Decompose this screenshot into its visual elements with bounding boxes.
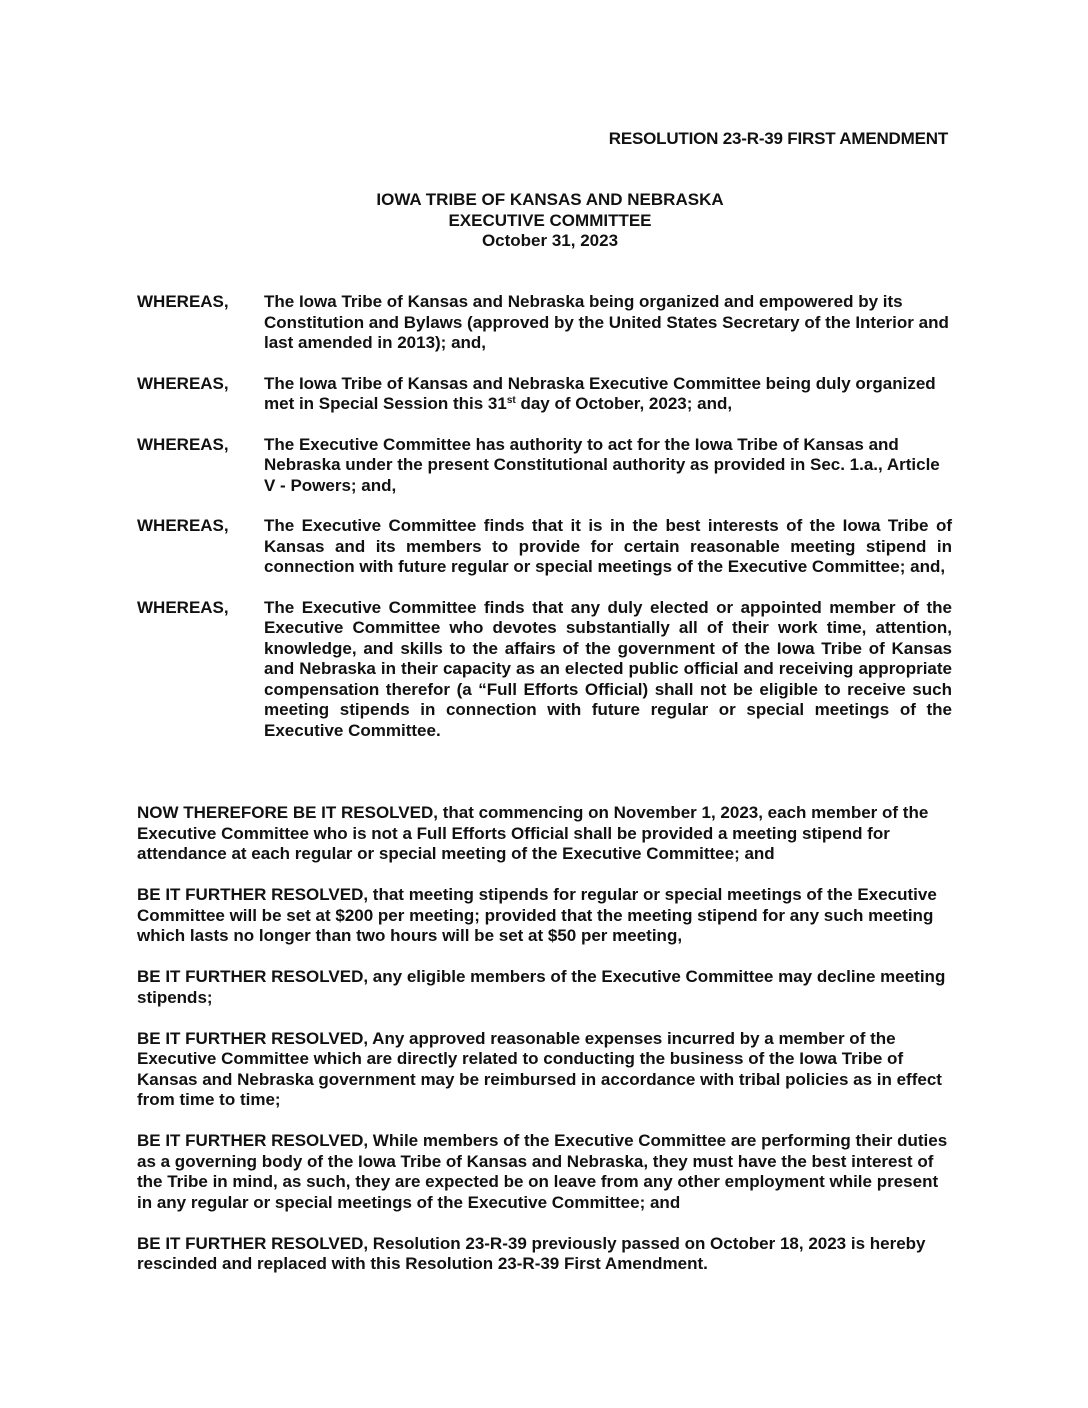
whereas-clause (137, 516, 952, 578)
whereas-text-part: day of October, 2023; and, (515, 394, 733, 413)
resolved-clause: BE IT FURTHER RESOLVED, Resolution 23-R-39 previously passed on October 18, 2023 is hereby rescinded and replaced with this Resolution 23-R-39 First Amendment. (137, 1233, 926, 1273)
resolved-clause: BE IT FURTHER RESOLVED, that meeting stipends for regular or special meetings of the Executive Committee will be set at $200 per meeting; provided that the meeting stipend for any such meeting which lasts no longer than two hours will be set at $50 per meeting, (137, 885, 937, 945)
ordinal-suffix: st (506, 395, 516, 406)
committee-name: EXECUTIVE COMMITTEE (448, 210, 652, 230)
document-header (0, 190, 1088, 252)
resolved-clause: NOW THEREFORE BE IT RESOLVED, that commencing on November 1, 2023, each member of the Executive Committee who is not a Full Efforts Official shall be provided a meeting stipend for attendance at each regular or special meeting of the Executive Committee; and (137, 803, 929, 863)
resolved-clause: BE IT FURTHER RESOLVED, While members of the Executive Committee are performing their duties as a governing body of the Iowa Tribe of Kansas and Nebraska, they must have the best interest of the Tribe in mind, as such, they are expected be on leave from any other employment while present in any regular or special meetings of the Executive Committee; and (137, 1131, 948, 1212)
resolved-clause: BE IT FURTHER RESOLVED, Any approved reasonable expenses incurred by a member of the Executive Committee which are directly related to conducting the business of the Iowa Tribe of Kansas and Nebraska government may be reimbursed in accordance with tribal policies as in effect from time to time; (137, 1028, 942, 1109)
resolved-clauses (137, 803, 952, 1295)
whereas-text: The Executive Committee finds that any duly elected or appointed member of the Executive Committee who devotes substantially all of their work time, attention, knowledge, and skills to the affairs of the government of the Iowa Tribe of Kansas and Nebraska in their capacity as an elected public official and receiving appropriate compensation therefor (a “Full Efforts Official) shall not be eligible to receive such meeting stipends in connection with future regular or special meetings of the Executive Committee. (264, 597, 952, 740)
whereas-clause (137, 374, 952, 415)
whereas-label: WHEREAS, (137, 292, 229, 311)
resolution-number: RESOLUTION 23-R-39 FIRST AMENDMENT (608, 129, 948, 148)
whereas-text (264, 374, 952, 415)
whereas-text-part: The Iowa Tribe of Kansas and Nebraska Executive Committee being duly organized met in Special Session this 31 (264, 373, 936, 413)
whereas-text: The Executive Committee has authority to act for the Iowa Tribe of Kansas and Nebraska under the present Constitutional authority as provided in Sec. 1.a., Article V - Powers; and, (264, 434, 940, 495)
whereas-label: WHEREAS, (137, 597, 229, 617)
whereas-label: WHEREAS, (137, 373, 229, 393)
whereas-clause (137, 292, 952, 354)
whereas-text: The Executive Committee finds that it is in the best interests of the Iowa Tribe of Kansas and its members to provide for certain reasonable meeting stipend in connection with future regular or special meetings of the Executive Committee; and, (264, 516, 952, 576)
whereas-clauses (137, 292, 952, 761)
whereas-clause (137, 598, 952, 742)
whereas-label: WHEREAS, (137, 516, 229, 535)
whereas-label: WHEREAS, (137, 434, 229, 454)
organization-name: IOWA TRIBE OF KANSAS AND NEBRASKA (376, 190, 724, 209)
resolved-clause: BE IT FURTHER RESOLVED, any eligible members of the Executive Committee may decline meeting stipends; (137, 967, 946, 1007)
whereas-text: The Iowa Tribe of Kansas and Nebraska being organized and empowered by its Constitution and Bylaws (approved by the United States Secretary of the Interior and last amended in 2013); and, (264, 292, 949, 352)
resolution-date: October 31, 2023 (481, 231, 619, 250)
whereas-clause (137, 435, 952, 497)
